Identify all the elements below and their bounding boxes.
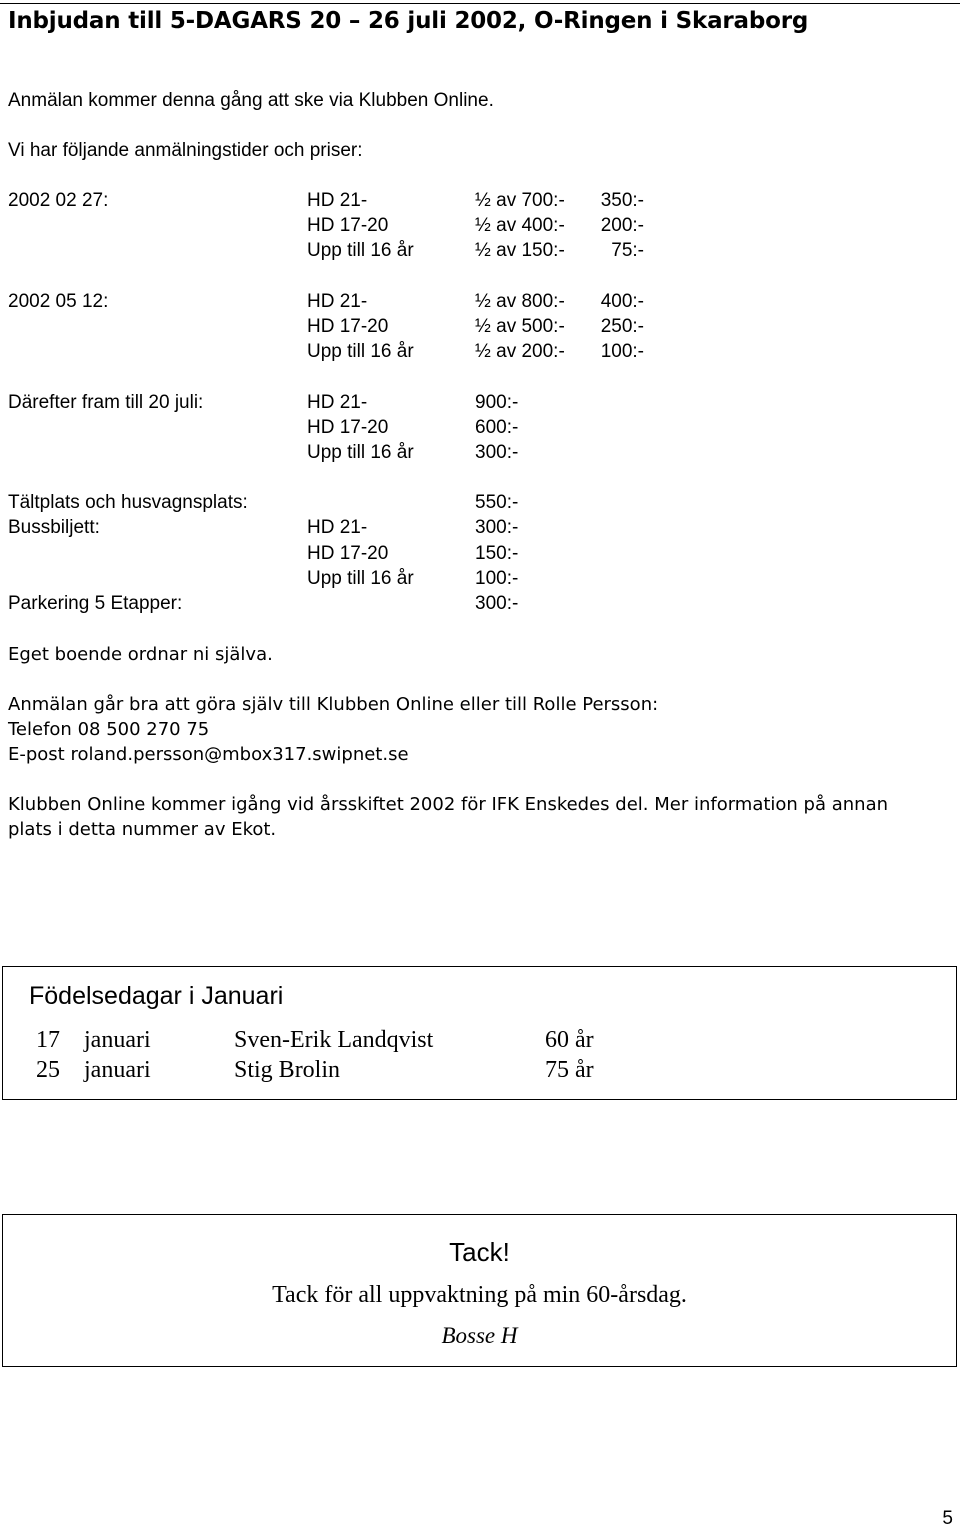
price-calculation: ½ av 150:- xyxy=(475,240,565,262)
price-period: 2002 05 12: xyxy=(8,290,109,312)
price-category: HD 21- xyxy=(307,517,368,539)
price-category: Upp till 16 år xyxy=(307,567,414,589)
price-row xyxy=(8,339,708,364)
price-row xyxy=(8,490,708,515)
price-row xyxy=(8,188,708,213)
thanks-box xyxy=(2,1214,957,1367)
price-calculation: ½ av 200:- xyxy=(475,341,565,363)
price-price: 75:- xyxy=(611,240,644,262)
birthday-age: 60 år xyxy=(545,1027,594,1053)
price-calculation: 300:- xyxy=(475,517,519,539)
contact-phone: Telefon 08 500 270 75 xyxy=(8,719,210,740)
price-row xyxy=(8,541,708,566)
thanks-text: Tack för all uppvaktning på min 60-årsdag. xyxy=(272,1282,687,1308)
price-row xyxy=(8,566,708,591)
price-category: HD 17-20 xyxy=(307,215,389,237)
price-calculation: 100:- xyxy=(475,567,519,589)
price-calculation: 900:- xyxy=(475,391,519,413)
price-calculation: 600:- xyxy=(475,416,519,438)
price-calculation: 550:- xyxy=(475,492,519,514)
price-table xyxy=(8,188,708,616)
price-row xyxy=(8,515,708,540)
price-calculation: ½ av 400:- xyxy=(475,215,565,237)
info-line-2: plats i detta nummer av Ekot. xyxy=(8,819,277,840)
intro-line-2: Vi har följande anmälningstider och priser: xyxy=(8,140,363,161)
price-row xyxy=(8,289,708,314)
price-price: 200:- xyxy=(600,215,644,237)
price-row xyxy=(8,314,708,339)
price-period: Tältplats och husvagnsplats: xyxy=(8,492,248,514)
birthday-month: januari xyxy=(84,1027,151,1053)
birthday-name: Stig Brolin xyxy=(234,1057,341,1083)
price-row xyxy=(8,390,708,415)
price-row xyxy=(8,213,708,238)
price-calculation: ½ av 700:- xyxy=(475,190,565,211)
birthday-age: 75 år xyxy=(545,1057,594,1083)
info-line-1: Klubben Online kommer igång vid årsskiftet 2002 för IFK Enskedes del. Mer information på annan xyxy=(8,794,889,815)
price-period: 2002 02 27: xyxy=(8,190,109,211)
price-price: 100:- xyxy=(600,341,644,363)
price-price: 400:- xyxy=(600,290,644,312)
price-row xyxy=(8,591,708,616)
price-row xyxy=(8,415,708,440)
price-category: HD 21- xyxy=(307,391,368,413)
price-category: Upp till 16 år xyxy=(307,240,414,262)
price-category: Upp till 16 år xyxy=(307,341,414,363)
price-category: HD 21- xyxy=(307,190,368,211)
birthday-title: Födelsedagar i Januari xyxy=(29,982,284,1010)
thanks-signature: Bosse H xyxy=(441,1323,518,1348)
birthday-day: 25 xyxy=(36,1057,60,1083)
price-category: HD 17-20 xyxy=(307,542,389,564)
top-rule xyxy=(0,3,960,4)
price-category: HD 17-20 xyxy=(307,416,389,438)
price-category: HD 21- xyxy=(307,290,368,312)
contact-email: E-post roland.persson@mbox317.swipnet.se xyxy=(8,744,409,765)
intro-line-1: Anmälan kommer denna gång att ske via Klubben Online. xyxy=(8,90,494,111)
registration-note: Anmälan går bra att göra själv till Klubben Online eller till Rolle Persson: xyxy=(8,694,659,715)
price-category: Upp till 16 år xyxy=(307,441,414,463)
price-row xyxy=(8,465,708,490)
price-calculation: 300:- xyxy=(475,441,519,463)
price-calculation: 300:- xyxy=(475,593,519,614)
price-calculation: 150:- xyxy=(475,542,519,564)
birthday-name: Sven-Erik Landqvist xyxy=(234,1027,434,1053)
price-price: 250:- xyxy=(600,315,644,337)
price-period: Bussbiljett: xyxy=(8,517,100,539)
price-row xyxy=(8,364,708,389)
own-accommodation-note: Eget boende ordnar ni själva. xyxy=(8,644,273,665)
price-calculation: ½ av 800:- xyxy=(475,290,565,312)
birthday-month: januari xyxy=(84,1057,151,1083)
price-price: 350:- xyxy=(600,190,644,211)
price-row xyxy=(8,264,708,289)
birthday-box xyxy=(2,966,957,1100)
price-row xyxy=(8,440,708,465)
document-title: Inbjudan till 5-DAGARS 20 – 26 juli 2002, O-Ringen i Skaraborg xyxy=(8,8,809,34)
price-period: Därefter fram till 20 juli: xyxy=(8,391,204,413)
price-calculation: ½ av 500:- xyxy=(475,315,565,337)
price-category: HD 17-20 xyxy=(307,315,389,337)
thanks-title: Tack! xyxy=(449,1237,510,1267)
page-number: 5 xyxy=(942,1508,953,1529)
birthday-day: 17 xyxy=(36,1027,60,1053)
price-row xyxy=(8,238,708,263)
price-period: Parkering 5 Etapper: xyxy=(8,593,183,614)
